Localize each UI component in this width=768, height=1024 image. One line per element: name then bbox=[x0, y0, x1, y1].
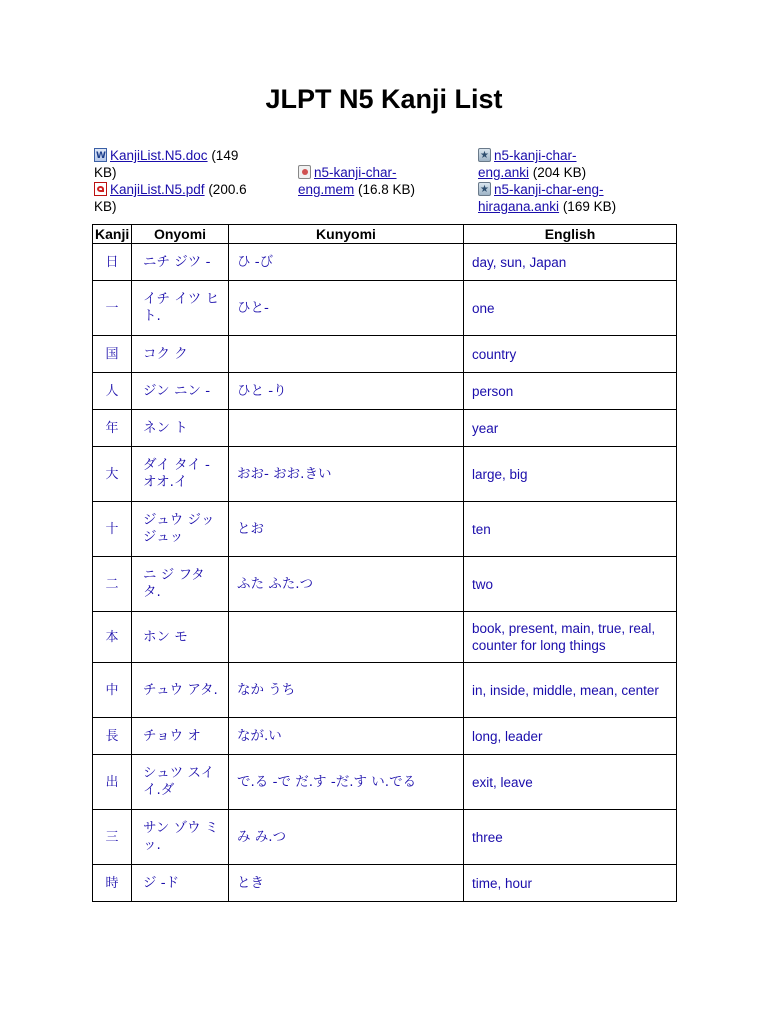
header-english: English bbox=[464, 225, 677, 244]
kunyomi-cell: おお- おお.きい bbox=[229, 447, 464, 502]
onyomi-cell: ホン モ bbox=[132, 612, 229, 663]
onyomi-cell: ダイ タイ - オオ.イ bbox=[132, 447, 229, 502]
onyomi-cell: ジュウ ジッ ジュッ bbox=[132, 502, 229, 557]
kanji-cell: 人 bbox=[93, 373, 132, 410]
kanji-cell: 出 bbox=[93, 755, 132, 810]
kanji-table bbox=[92, 224, 677, 902]
kanji-cell: 一 bbox=[93, 281, 132, 336]
kanji-cell: 三 bbox=[93, 810, 132, 865]
onyomi-cell: ジン ニン - bbox=[132, 373, 229, 410]
doc-link[interactable]: KanjiList.N5.doc bbox=[110, 148, 208, 163]
english-cell: one bbox=[464, 281, 677, 336]
onyomi-cell: ネン ト bbox=[132, 410, 229, 447]
pdf-link[interactable]: KanjiList.N5.pdf bbox=[110, 182, 205, 197]
header-kanji: Kanji bbox=[93, 225, 132, 244]
onyomi-cell: ジ -ド bbox=[132, 865, 229, 902]
anki-link-2[interactable]: n5-kanji-char-eng- hiragana.anki bbox=[478, 182, 604, 214]
table-row bbox=[93, 502, 677, 557]
kanji-cell: 十 bbox=[93, 502, 132, 557]
table-row bbox=[93, 755, 677, 810]
kanji-cell: 中 bbox=[93, 663, 132, 718]
kanji-cell: 二 bbox=[93, 557, 132, 612]
kanji-cell: 年 bbox=[93, 410, 132, 447]
kunyomi-cell: ひと- bbox=[229, 281, 464, 336]
kanji-cell: 大 bbox=[93, 447, 132, 502]
table-row bbox=[93, 557, 677, 612]
kanji-cell: 時 bbox=[93, 865, 132, 902]
english-cell: ten bbox=[464, 502, 677, 557]
english-cell: in, inside, middle, mean, center bbox=[464, 663, 677, 718]
kunyomi-cell: ふた ふた.つ bbox=[229, 557, 464, 612]
kanji-cell: 日 bbox=[93, 244, 132, 281]
english-cell: long, leader bbox=[464, 718, 677, 755]
onyomi-cell: チョウ オ bbox=[132, 718, 229, 755]
english-cell: book, present, main, true, real, counter for long things bbox=[464, 612, 677, 663]
kunyomi-cell: なが.い bbox=[229, 718, 464, 755]
mem-file-icon bbox=[298, 165, 311, 179]
download-doc: WKanjiList.N5.doc (149 KB) KanjiList.N5.pdf (200.6 KB) bbox=[94, 147, 284, 215]
table-row bbox=[93, 373, 677, 410]
onyomi-cell: コク ク bbox=[132, 336, 229, 373]
kunyomi-cell: み み.つ bbox=[229, 810, 464, 865]
anki-link-1[interactable]: n5-kanji-char- eng.anki bbox=[478, 148, 577, 180]
table-row bbox=[93, 810, 677, 865]
english-cell: person bbox=[464, 373, 677, 410]
word-doc-icon bbox=[94, 148, 107, 162]
kanji-cell: 長 bbox=[93, 718, 132, 755]
table-row bbox=[93, 663, 677, 718]
onyomi-cell: イチ イツ ヒト. bbox=[132, 281, 229, 336]
table-row bbox=[93, 447, 677, 502]
download-mem: n5-kanji-char- eng.mem (16.8 KB) bbox=[298, 165, 416, 197]
table-row bbox=[93, 281, 677, 336]
download-anki: ★n5-kanji-char- eng.anki (204 KB) ★n5-kanji-char-eng- hiragana.anki (169 KB) bbox=[478, 147, 678, 215]
kunyomi-cell: ひと -り bbox=[229, 373, 464, 410]
table-row bbox=[93, 244, 677, 281]
kunyomi-cell: で.る -で だ.す -だ.す い.でる bbox=[229, 755, 464, 810]
page-title: JLPT N5 Kanji List bbox=[265, 84, 503, 114]
kunyomi-cell: とき bbox=[229, 865, 464, 902]
english-cell: three bbox=[464, 810, 677, 865]
kunyomi-cell bbox=[229, 612, 464, 663]
onyomi-cell: チュウ アタ. bbox=[132, 663, 229, 718]
english-cell: country bbox=[464, 336, 677, 373]
kunyomi-cell: なか うち bbox=[229, 663, 464, 718]
anki-icon bbox=[478, 148, 491, 162]
kunyomi-cell bbox=[229, 410, 464, 447]
table-row bbox=[93, 410, 677, 447]
table-row bbox=[93, 718, 677, 755]
english-cell: exit, leave bbox=[464, 755, 677, 810]
english-cell: time, hour bbox=[464, 865, 677, 902]
english-cell: two bbox=[464, 557, 677, 612]
table-row bbox=[93, 336, 677, 373]
table-header-row bbox=[93, 225, 677, 244]
table-row bbox=[93, 612, 677, 663]
kanji-cell: 国 bbox=[93, 336, 132, 373]
header-kunyomi: Kunyomi bbox=[229, 225, 464, 244]
onyomi-cell: ニチ ジツ - bbox=[132, 244, 229, 281]
mem-link[interactable]: n5-kanji-char- eng.mem bbox=[298, 165, 397, 197]
english-cell: year bbox=[464, 410, 677, 447]
english-cell: day, sun, Japan bbox=[464, 244, 677, 281]
kanji-cell: 本 bbox=[93, 612, 132, 663]
onyomi-cell: サン ゾウ ミッ. bbox=[132, 810, 229, 865]
kunyomi-cell: とお bbox=[229, 502, 464, 557]
onyomi-cell: シュツ スイ イ.ダ bbox=[132, 755, 229, 810]
kunyomi-cell bbox=[229, 336, 464, 373]
kunyomi-cell: ひ -び bbox=[229, 244, 464, 281]
anki-icon bbox=[478, 182, 491, 196]
header-onyomi: Onyomi bbox=[132, 225, 229, 244]
table-row bbox=[93, 865, 677, 902]
pdf-icon bbox=[94, 182, 107, 196]
onyomi-cell: ニ ジ フタ タ. bbox=[132, 557, 229, 612]
english-cell: large, big bbox=[464, 447, 677, 502]
